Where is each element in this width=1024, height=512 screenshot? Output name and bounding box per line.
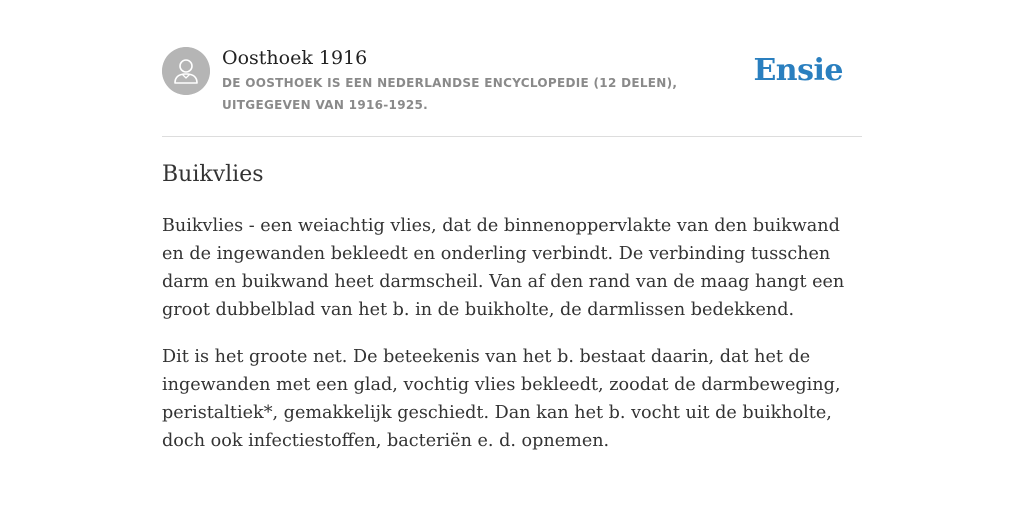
entry-paragraph: Dit is het groote net. De beteekenis van het b. bestaat daarin, dat het de ingewanden met een glad, vochtig vlies bekleedt, zoodat de darmbeweging, peristaltiek*, gemakkelijk geschiedt. Dan kan het b. vocht uit de buikholte, doch ook infectiestoffen, bacteriën e. d. opnemen. [162, 347, 841, 451]
entry-title: Buikvlies [162, 162, 264, 187]
entry-body [162, 212, 862, 474]
user-silhouette-icon [162, 47, 210, 95]
source-header [162, 44, 862, 137]
source-name[interactable]: Oosthoek 1916 [222, 47, 368, 69]
source-info [222, 44, 762, 116]
source-description: DE OOSTHOEK IS EEN NEDERLANDSE ENCYCLOPEDIE (12 DELEN), UITGEGEVEN VAN 1916-1925. [222, 76, 678, 112]
entry-paragraph: Buikvlies - een weiachtig vlies, dat de binnenoppervlakte van den buikwand en de ingewanden bekleedt en onderling verbindt. De verbinding tusschen darm en buikwand heet darmscheil. Van af den rand van de maag hangt een groot dubbelblad van het b. in de buikholte, de darmlissen bedekkend. [162, 216, 845, 320]
entry-page [162, 0, 862, 512]
brand-logo[interactable]: Ensie [753, 53, 843, 88]
